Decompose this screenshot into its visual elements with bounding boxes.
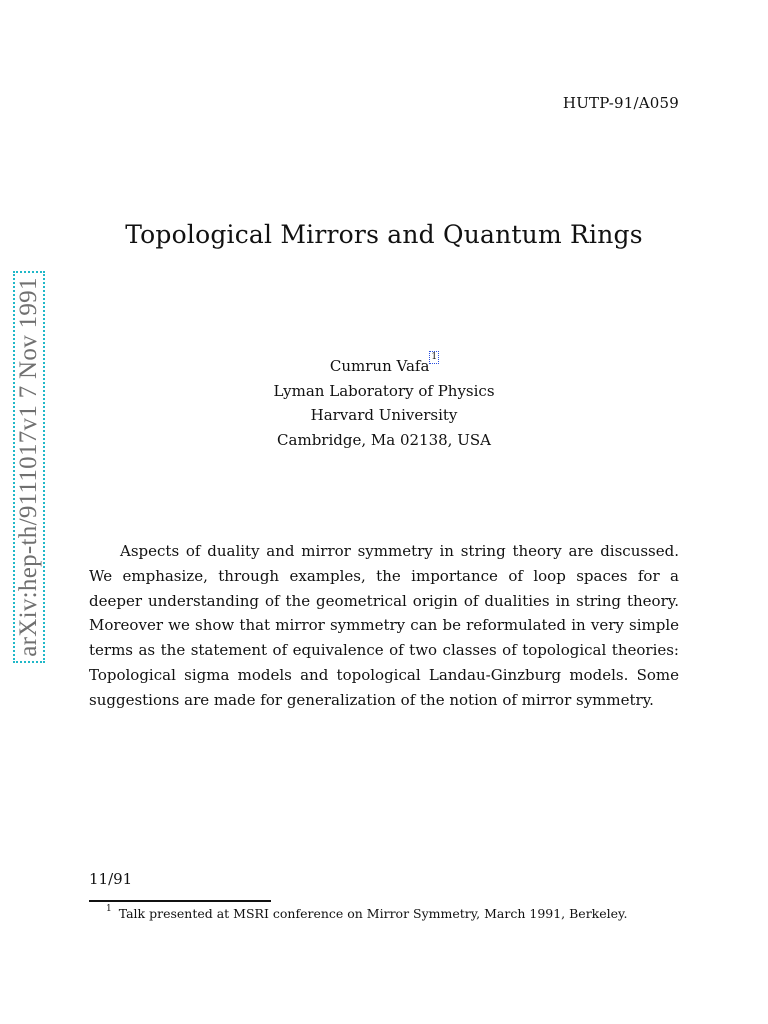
author-block <box>0 354 768 452</box>
paper-title: Topological Mirrors and Quantum Rings <box>125 220 643 249</box>
affiliation-line-3: Cambridge, Ma 02138, USA <box>277 430 491 449</box>
footnote-number: 1 <box>106 904 112 914</box>
author-line <box>0 354 768 379</box>
affiliation-line-2: Harvard University <box>310 406 458 424</box>
footnote-rule <box>89 900 271 902</box>
abstract: Aspects of duality and mirror symmetry in string theory are discussed. We emphasize, through examples, the importance of loop spaces for a deeper understanding of the geometrical origin of dualities in string theory. Moreover we show that mirror symmetry can be reformulated in very simple terms as the statement of equivalence of two classes of topological theories: Topological sigma models and topological Landau-Ginzburg models. Some suggestions are made for generalization of the notion of mirror symmetry. <box>89 542 679 709</box>
footnote <box>106 906 627 921</box>
footnote-text: Talk presented at MSRI conference on Mirror Symmetry, March 1991, Berkeley. <box>118 906 628 921</box>
arxiv-stamp-link[interactable] <box>13 271 45 663</box>
affiliation-line-1: Lyman Laboratory of Physics <box>273 381 495 400</box>
author-name: Cumrun Vafa <box>329 357 430 375</box>
footnote-link-mark[interactable]: 1 <box>431 352 438 362</box>
report-number: HUTP-91/A059 <box>562 94 679 112</box>
date: 11/91 <box>89 870 133 888</box>
arxiv-stamp-text: arXiv:hep-th/9111017v1 7 Nov 1991 <box>15 277 42 657</box>
